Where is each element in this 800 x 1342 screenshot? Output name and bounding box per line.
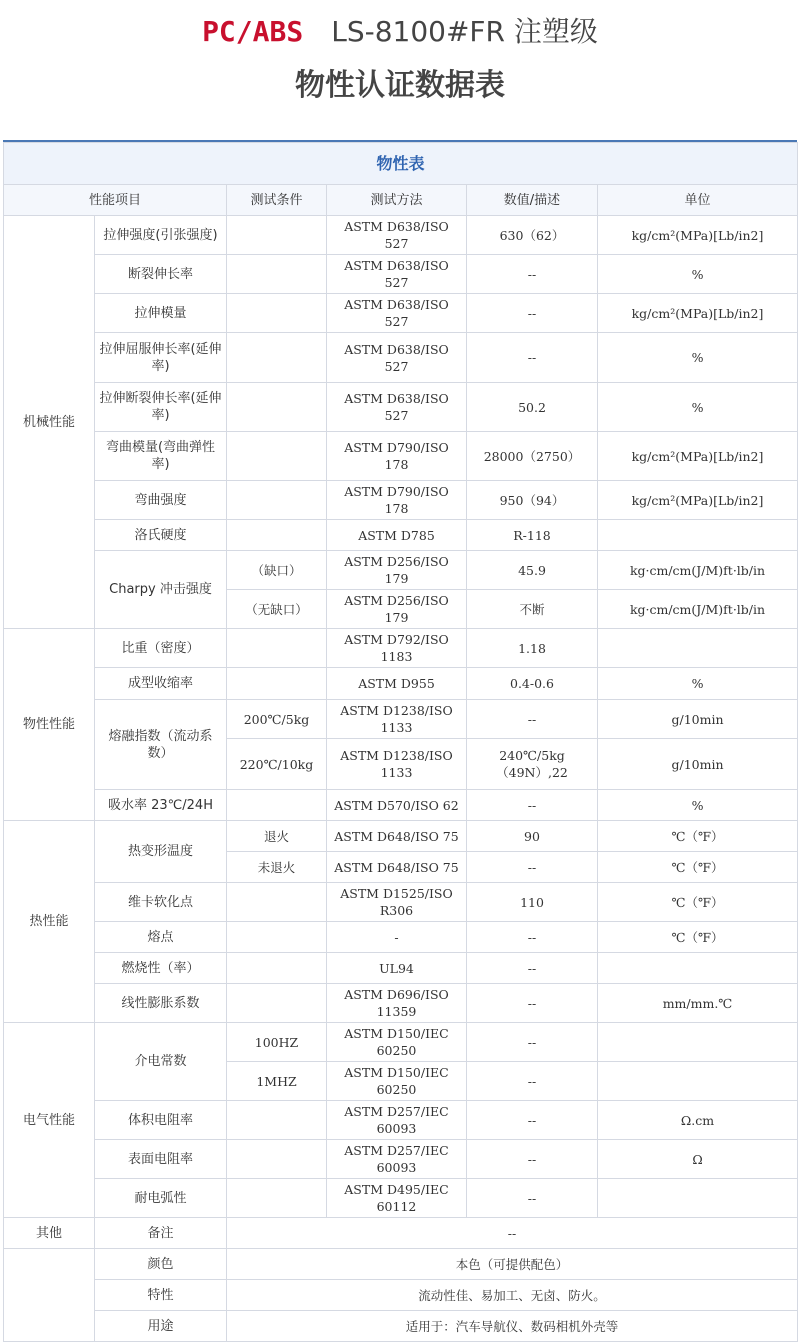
unit-cell: kg/cm²(MPa)[Lb/in2] [598,216,798,255]
unit-cell: ℃（℉） [598,852,798,883]
condition-cell [227,481,327,520]
table-row [4,1140,798,1179]
condition-cell [227,883,327,922]
condition-cell: 1MHZ [227,1062,327,1101]
method-cell: ASTM D638/ISO 527 [327,216,467,255]
document-title [0,14,800,50]
item-cell: 特性 [95,1280,227,1311]
table-row [4,1179,798,1218]
item-cell: 断裂伸长率 [95,255,227,294]
method-cell: ASTM D1525/ISO R306 [327,883,467,922]
category-empty [4,1249,95,1342]
item-cell: 弯曲强度 [95,481,227,520]
method-cell: ASTM D257/IEC 60093 [327,1140,467,1179]
method-cell: ASTM D495/IEC 60112 [327,1179,467,1218]
document-subtitle: 物性认证数据表 [295,68,505,103]
unit-cell [598,1179,798,1218]
category-other: 其他 [4,1218,95,1249]
value-cell: -- [467,1062,598,1101]
category-mechanical: 机械性能 [4,216,95,629]
method-cell: ASTM D570/ISO 62 [327,790,467,821]
unit-cell: % [598,383,798,432]
condition-cell [227,1140,327,1179]
value-cell: -- [467,255,598,294]
table-row [4,922,798,953]
table-row [4,1101,798,1140]
condition-cell [227,629,327,668]
method-cell: ASTM D1238/ISO 1133 [327,739,467,790]
item-cell: 维卡软化点 [95,883,227,922]
item-cell: 用途 [95,1311,227,1342]
value-cell: -- [467,922,598,953]
category-physical: 物性性能 [4,629,95,821]
item-cell: 拉伸屈服伸长率(延伸率) [95,333,227,383]
table-row [4,1311,798,1342]
condition-cell: 200℃/5kg [227,700,327,739]
method-cell: UL94 [327,953,467,984]
table-header-row [4,185,798,216]
method-cell: ASTM D256/ISO 179 [327,551,467,590]
value-cell: 不断 [467,590,598,629]
table-caption-row [4,143,798,185]
column-header: 测试方法 [327,185,467,216]
table-row [4,432,798,481]
category-electrical: 电气性能 [4,1023,95,1218]
unit-cell: Ω.cm [598,1101,798,1140]
column-header: 数值/描述 [467,185,598,216]
value-cell: -- [467,953,598,984]
category-thermal: 热性能 [4,821,95,1023]
value-cell: 950（94） [467,481,598,520]
unit-cell: % [598,255,798,294]
value-cell: -- [467,790,598,821]
condition-cell [227,922,327,953]
unit-cell: % [598,790,798,821]
value-cell: -- [467,1101,598,1140]
item-cell: 熔融指数（流动系数） [95,700,227,790]
table-row [4,821,798,852]
unit-cell: kg·cm/cm(J/M)ft·lb/in [598,551,798,590]
table-row [4,216,798,255]
item-cell: 拉伸断裂伸长率(延伸率) [95,383,227,432]
item-cell: 成型收缩率 [95,668,227,700]
condition-cell [227,790,327,821]
column-header: 测试条件 [227,185,327,216]
table-row [4,700,798,739]
value-cell: -- [467,700,598,739]
condition-cell [227,1101,327,1140]
note-value-cell: -- [227,1218,798,1249]
item-cell: 燃烧性（率） [95,953,227,984]
value-cell: 630（62） [467,216,598,255]
condition-cell [227,216,327,255]
item-cell: 拉伸强度(引张强度) [95,216,227,255]
unit-cell: ℃（℉） [598,922,798,953]
item-cell: 线性膨胀系数 [95,984,227,1023]
value-cell: 90 [467,821,598,852]
condition-cell: （缺口） [227,551,327,590]
item-cell: 比重（密度） [95,629,227,668]
method-cell: ASTM D256/ISO 179 [327,590,467,629]
method-cell: ASTM D638/ISO 527 [327,294,467,333]
unit-cell: kg·cm/cm(J/M)ft·lb/in [598,590,798,629]
item-cell: 熔点 [95,922,227,953]
value-cell: 45.9 [467,551,598,590]
unit-cell: Ω [598,1140,798,1179]
condition-cell [227,953,327,984]
method-cell: ASTM D150/IEC 60250 [327,1062,467,1101]
item-cell: Charpy 冲击强度 [95,551,227,629]
unit-cell: ℃（℉） [598,883,798,922]
value-cell: -- [467,1023,598,1062]
unit-cell: mm/mm.℃ [598,984,798,1023]
condition-cell [227,333,327,383]
table-row [4,294,798,333]
item-cell: 体积电阻率 [95,1101,227,1140]
unit-cell [598,1023,798,1062]
condition-cell [227,383,327,432]
condition-cell [227,520,327,551]
item-cell: 拉伸模量 [95,294,227,333]
unit-cell [598,629,798,668]
table-row [4,883,798,922]
method-cell: ASTM D638/ISO 527 [327,333,467,383]
value-cell: -- [467,852,598,883]
table-row [4,1218,798,1249]
condition-cell [227,668,327,700]
value-cell: 240℃/5kg（49N）,22 [467,739,598,790]
method-cell: ASTM D648/ISO 75 [327,821,467,852]
table-row [4,629,798,668]
item-cell: 热变形温度 [95,821,227,883]
table-row [4,481,798,520]
method-cell: ASTM D790/ISO 178 [327,432,467,481]
table-row [4,255,798,294]
item-cell: 介电常数 [95,1023,227,1101]
method-cell: ASTM D1238/ISO 1133 [327,700,467,739]
item-cell: 表面电阻率 [95,1140,227,1179]
value-cell: 50.2 [467,383,598,432]
value-cell: -- [467,333,598,383]
value-cell: 1.18 [467,629,598,668]
condition-cell: 100HZ [227,1023,327,1062]
unit-cell: g/10min [598,700,798,739]
item-cell: 吸水率 23℃/24H [95,790,227,821]
table-caption: 物性表 [4,143,798,185]
method-cell: ASTM D955 [327,668,467,700]
condition-cell: 退火 [227,821,327,852]
table-row [4,520,798,551]
condition-cell [227,294,327,333]
unit-cell: % [598,333,798,383]
item-cell: 洛氏硬度 [95,520,227,551]
method-cell: ASTM D792/ISO 1183 [327,629,467,668]
table-row [4,333,798,383]
method-cell: ASTM D648/ISO 75 [327,852,467,883]
properties-table [3,142,798,1342]
condition-cell: （无缺口） [227,590,327,629]
method-cell: ASTM D638/ISO 527 [327,255,467,294]
item-cell: 弯曲模量(弯曲弹性率) [95,432,227,481]
condition-cell [227,255,327,294]
unit-cell: kg/cm²(MPa)[Lb/in2] [598,294,798,333]
item-cell: 颜色 [95,1249,227,1280]
item-cell: 耐电弧性 [95,1179,227,1218]
description-cell: 适用于：汽车导航仪、数码相机外壳等 [227,1311,798,1342]
unit-cell: kg/cm²(MPa)[Lb/in2] [598,481,798,520]
table-row [4,383,798,432]
table-row [4,1023,798,1062]
description-cell: 本色（可提供配色） [227,1249,798,1280]
product-name: LS-8100#FR 注塑级 [331,15,598,48]
value-cell: 110 [467,883,598,922]
method-cell: ASTM D638/ISO 527 [327,383,467,432]
description-cell: 流动性佳、易加工、无卤、防火。 [227,1280,798,1311]
column-header: 性能项目 [4,185,227,216]
unit-cell: % [598,668,798,700]
unit-cell: kg/cm²(MPa)[Lb/in2] [598,432,798,481]
value-cell: 28000（2750） [467,432,598,481]
method-cell: ASTM D257/IEC 60093 [327,1101,467,1140]
unit-cell: ℃（℉） [598,821,798,852]
method-cell: ASTM D785 [327,520,467,551]
unit-cell [598,1062,798,1101]
value-cell: -- [467,294,598,333]
method-cell: - [327,922,467,953]
table-row [4,1280,798,1311]
method-cell: ASTM D696/ISO 11359 [327,984,467,1023]
table-row [4,953,798,984]
brand-name: PC/ABS [202,15,304,48]
method-cell: ASTM D150/IEC 60250 [327,1023,467,1062]
condition-cell: 220℃/10kg [227,739,327,790]
table-row [4,790,798,821]
value-cell: -- [467,984,598,1023]
value-cell: -- [467,1140,598,1179]
value-cell: -- [467,1179,598,1218]
unit-cell [598,953,798,984]
table-row [4,984,798,1023]
table-row [4,668,798,700]
column-header: 单位 [598,185,798,216]
unit-cell [598,520,798,551]
condition-cell [227,432,327,481]
table-row [4,551,798,590]
table-row [4,1249,798,1280]
condition-cell [227,984,327,1023]
method-cell: ASTM D790/ISO 178 [327,481,467,520]
item-cell: 备注 [95,1218,227,1249]
value-cell: R-118 [467,520,598,551]
condition-cell: 未退火 [227,852,327,883]
value-cell: 0.4-0.6 [467,668,598,700]
condition-cell [227,1179,327,1218]
unit-cell: g/10min [598,739,798,790]
